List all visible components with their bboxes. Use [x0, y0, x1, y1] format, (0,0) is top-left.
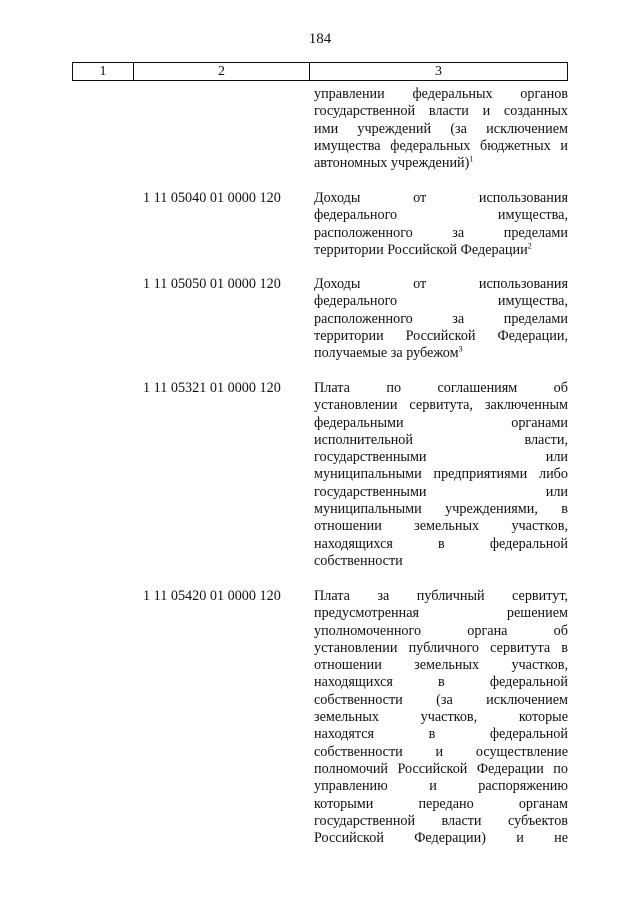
row-3-code: 1 11 05321 01 0000 120: [143, 380, 281, 396]
row-2-line: Доходы от использования: [314, 276, 568, 292]
row-3-line: установлении сервитута, заключенным: [314, 397, 568, 414]
page-number: 184: [308, 31, 332, 47]
row-0-line: имущества федеральных бюджетных и: [314, 137, 568, 154]
row-0-line-text: автономных учреждений): [314, 155, 470, 172]
row-4-line: полномочий Российской Федерации по: [314, 760, 568, 777]
row-3-line: муниципальными учреждениями, в: [314, 501, 568, 518]
row-3-line: собственности: [314, 552, 403, 569]
row-1-description: [314, 190, 568, 259]
row-4-line: уполномоченного органа об: [314, 622, 568, 639]
row-4-code: 1 11 05420 01 0000 120: [143, 588, 281, 604]
footnote-marker: 3: [458, 344, 463, 354]
row-4-line: находятся в федеральной: [314, 726, 568, 743]
footnote-marker: 2: [527, 241, 532, 251]
row-2-line-text: получаемые за рубежом: [314, 345, 459, 362]
row-4-line: Плата за публичный сервитут,: [314, 588, 568, 604]
row-3-line: муниципальными предприятиями либо: [314, 466, 568, 483]
row-3-line: находящихся в федеральной: [314, 535, 568, 552]
row-4-line: собственности (за исключением: [314, 691, 568, 708]
row-3-line: государственными или: [314, 449, 568, 466]
row-0-line: ими учреждений (за исключением: [314, 120, 568, 137]
row-1-line-last: [314, 242, 568, 259]
row-1-line: расположенного за пределами: [314, 224, 568, 241]
column-header-1: 1: [73, 63, 134, 80]
row-0-line-last: [314, 155, 568, 172]
row-4-line: собственности и осуществление: [314, 743, 568, 760]
row-3-line: федеральными органами: [314, 414, 568, 431]
row-3-line: отношении земельных участков,: [314, 518, 568, 535]
row-1-line: Доходы от использования: [314, 190, 568, 206]
row-2-line: федерального имущества,: [314, 293, 568, 310]
row-3-line: государственными или: [314, 483, 568, 500]
row-4-line: которыми передано органам: [314, 795, 568, 812]
row-4-line: находящихся в федеральной: [314, 674, 568, 691]
row-0-description: [314, 86, 568, 172]
row-2-description: [314, 276, 568, 362]
column-header-2: 2: [134, 63, 310, 80]
row-0-line: государственной власти и созданных: [314, 103, 568, 120]
row-2-line: территории Российской Федерации,: [314, 327, 568, 344]
table-header: [72, 62, 568, 81]
row-3-line: исполнительной власти,: [314, 431, 568, 448]
row-0-line: управлении федеральных органов: [314, 86, 568, 102]
row-2-line: расположенного за пределами: [314, 310, 568, 327]
row-2-line-last: [314, 345, 568, 362]
row-4-line: установлении публичного сервитута в: [314, 639, 568, 656]
row-1-line: федерального имущества,: [314, 207, 568, 224]
row-4-line: Российской Федерации) и не: [314, 830, 568, 847]
row-1-code: 1 11 05040 01 0000 120: [143, 190, 281, 206]
row-4-line: земельных участков, которые: [314, 709, 568, 726]
row-4-line: отношении земельных участков,: [314, 657, 568, 674]
row-1-line-text: территории Российской Федерации: [314, 241, 528, 258]
column-header-3: 3: [435, 64, 442, 79]
row-4-description: [314, 588, 568, 847]
footnote-marker: 1: [469, 154, 474, 164]
row-4-line: предусмотренная решением: [314, 605, 568, 622]
row-3-description: [314, 380, 568, 570]
row-4-line: государственной власти субъектов: [314, 812, 568, 829]
row-3-line: Плата по соглашениям об: [314, 380, 568, 396]
row-4-line: управлению и распоряжению: [314, 778, 568, 795]
row-2-code: 1 11 05050 01 0000 120: [143, 276, 281, 292]
